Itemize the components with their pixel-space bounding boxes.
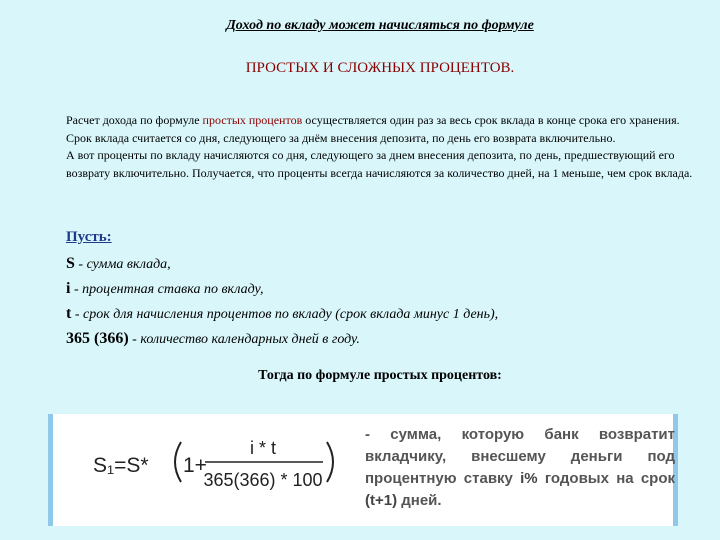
then-text: Тогда по формуле простых процентов: xyxy=(258,368,502,383)
formula-term: (t+1) xyxy=(365,492,398,509)
formula-graphic xyxy=(53,414,373,526)
formula-denominator: 365(366) * 100 xyxy=(203,470,323,490)
description-paragraph xyxy=(66,112,696,182)
definition-desc: - количество календарных дней в году. xyxy=(128,332,360,347)
right-paren xyxy=(327,442,333,482)
slide-title: Доход по вкладу может начисляться по формуле xyxy=(226,18,534,33)
formula-desc-post: дней. xyxy=(397,492,442,509)
definitions-list xyxy=(66,252,706,352)
para-text-2: осуществляется один раз за весь срок вклада в конце срока его хранения. Срок вклада считается со дня, следующего за днём внесения депозита, по день его возврата включительно. xyxy=(66,113,680,145)
formula-box xyxy=(48,414,678,526)
definition-desc: - сумма вклада, xyxy=(74,257,171,272)
definition-symbol: 365 (366) xyxy=(66,330,129,347)
formula-rate: i% xyxy=(520,470,538,487)
formula-desc-mid: годовых на срок xyxy=(537,470,675,487)
para-text-3: А вот проценты по вкладу начисляются со дня, следующего за днем внесения депозита, по день, предшествующий его возврату включительно. Получается, что проценты всегда начисляются за количество дней, на 1 меньше, чем срок вклада. xyxy=(66,148,693,180)
definition-item xyxy=(66,302,706,327)
definition-symbol: i xyxy=(66,280,71,297)
definition-symbol: t xyxy=(66,305,72,322)
definition-desc: - срок для начисления процентов по вкладу (срок вклада минус 1 день), xyxy=(71,307,499,322)
slide-subtitle: ПРОСТЫХ И СЛОЖНЫХ ПРОЦЕНТОВ. xyxy=(245,60,515,76)
let-label: Пусть: xyxy=(66,229,112,245)
definition-symbol: S xyxy=(66,255,75,272)
para-text-1: Расчет дохода по формуле xyxy=(66,113,203,127)
formula-description xyxy=(365,424,675,512)
para-highlight: простых процентов xyxy=(202,113,303,127)
definition-item xyxy=(66,277,706,302)
left-paren xyxy=(175,442,181,482)
formula-one-plus: 1+ xyxy=(183,454,207,477)
definition-desc: - процентная ставка по вкладу, xyxy=(70,282,264,297)
formula-desc-pre: - сумма, которую банк возвратит вкладчику, внесшему деньги под процентную ставку xyxy=(365,426,675,487)
definition-item xyxy=(66,252,706,277)
formula-lhs: S₁=S* xyxy=(93,454,149,477)
definition-item xyxy=(66,327,706,352)
formula-numerator: i * t xyxy=(249,438,277,458)
